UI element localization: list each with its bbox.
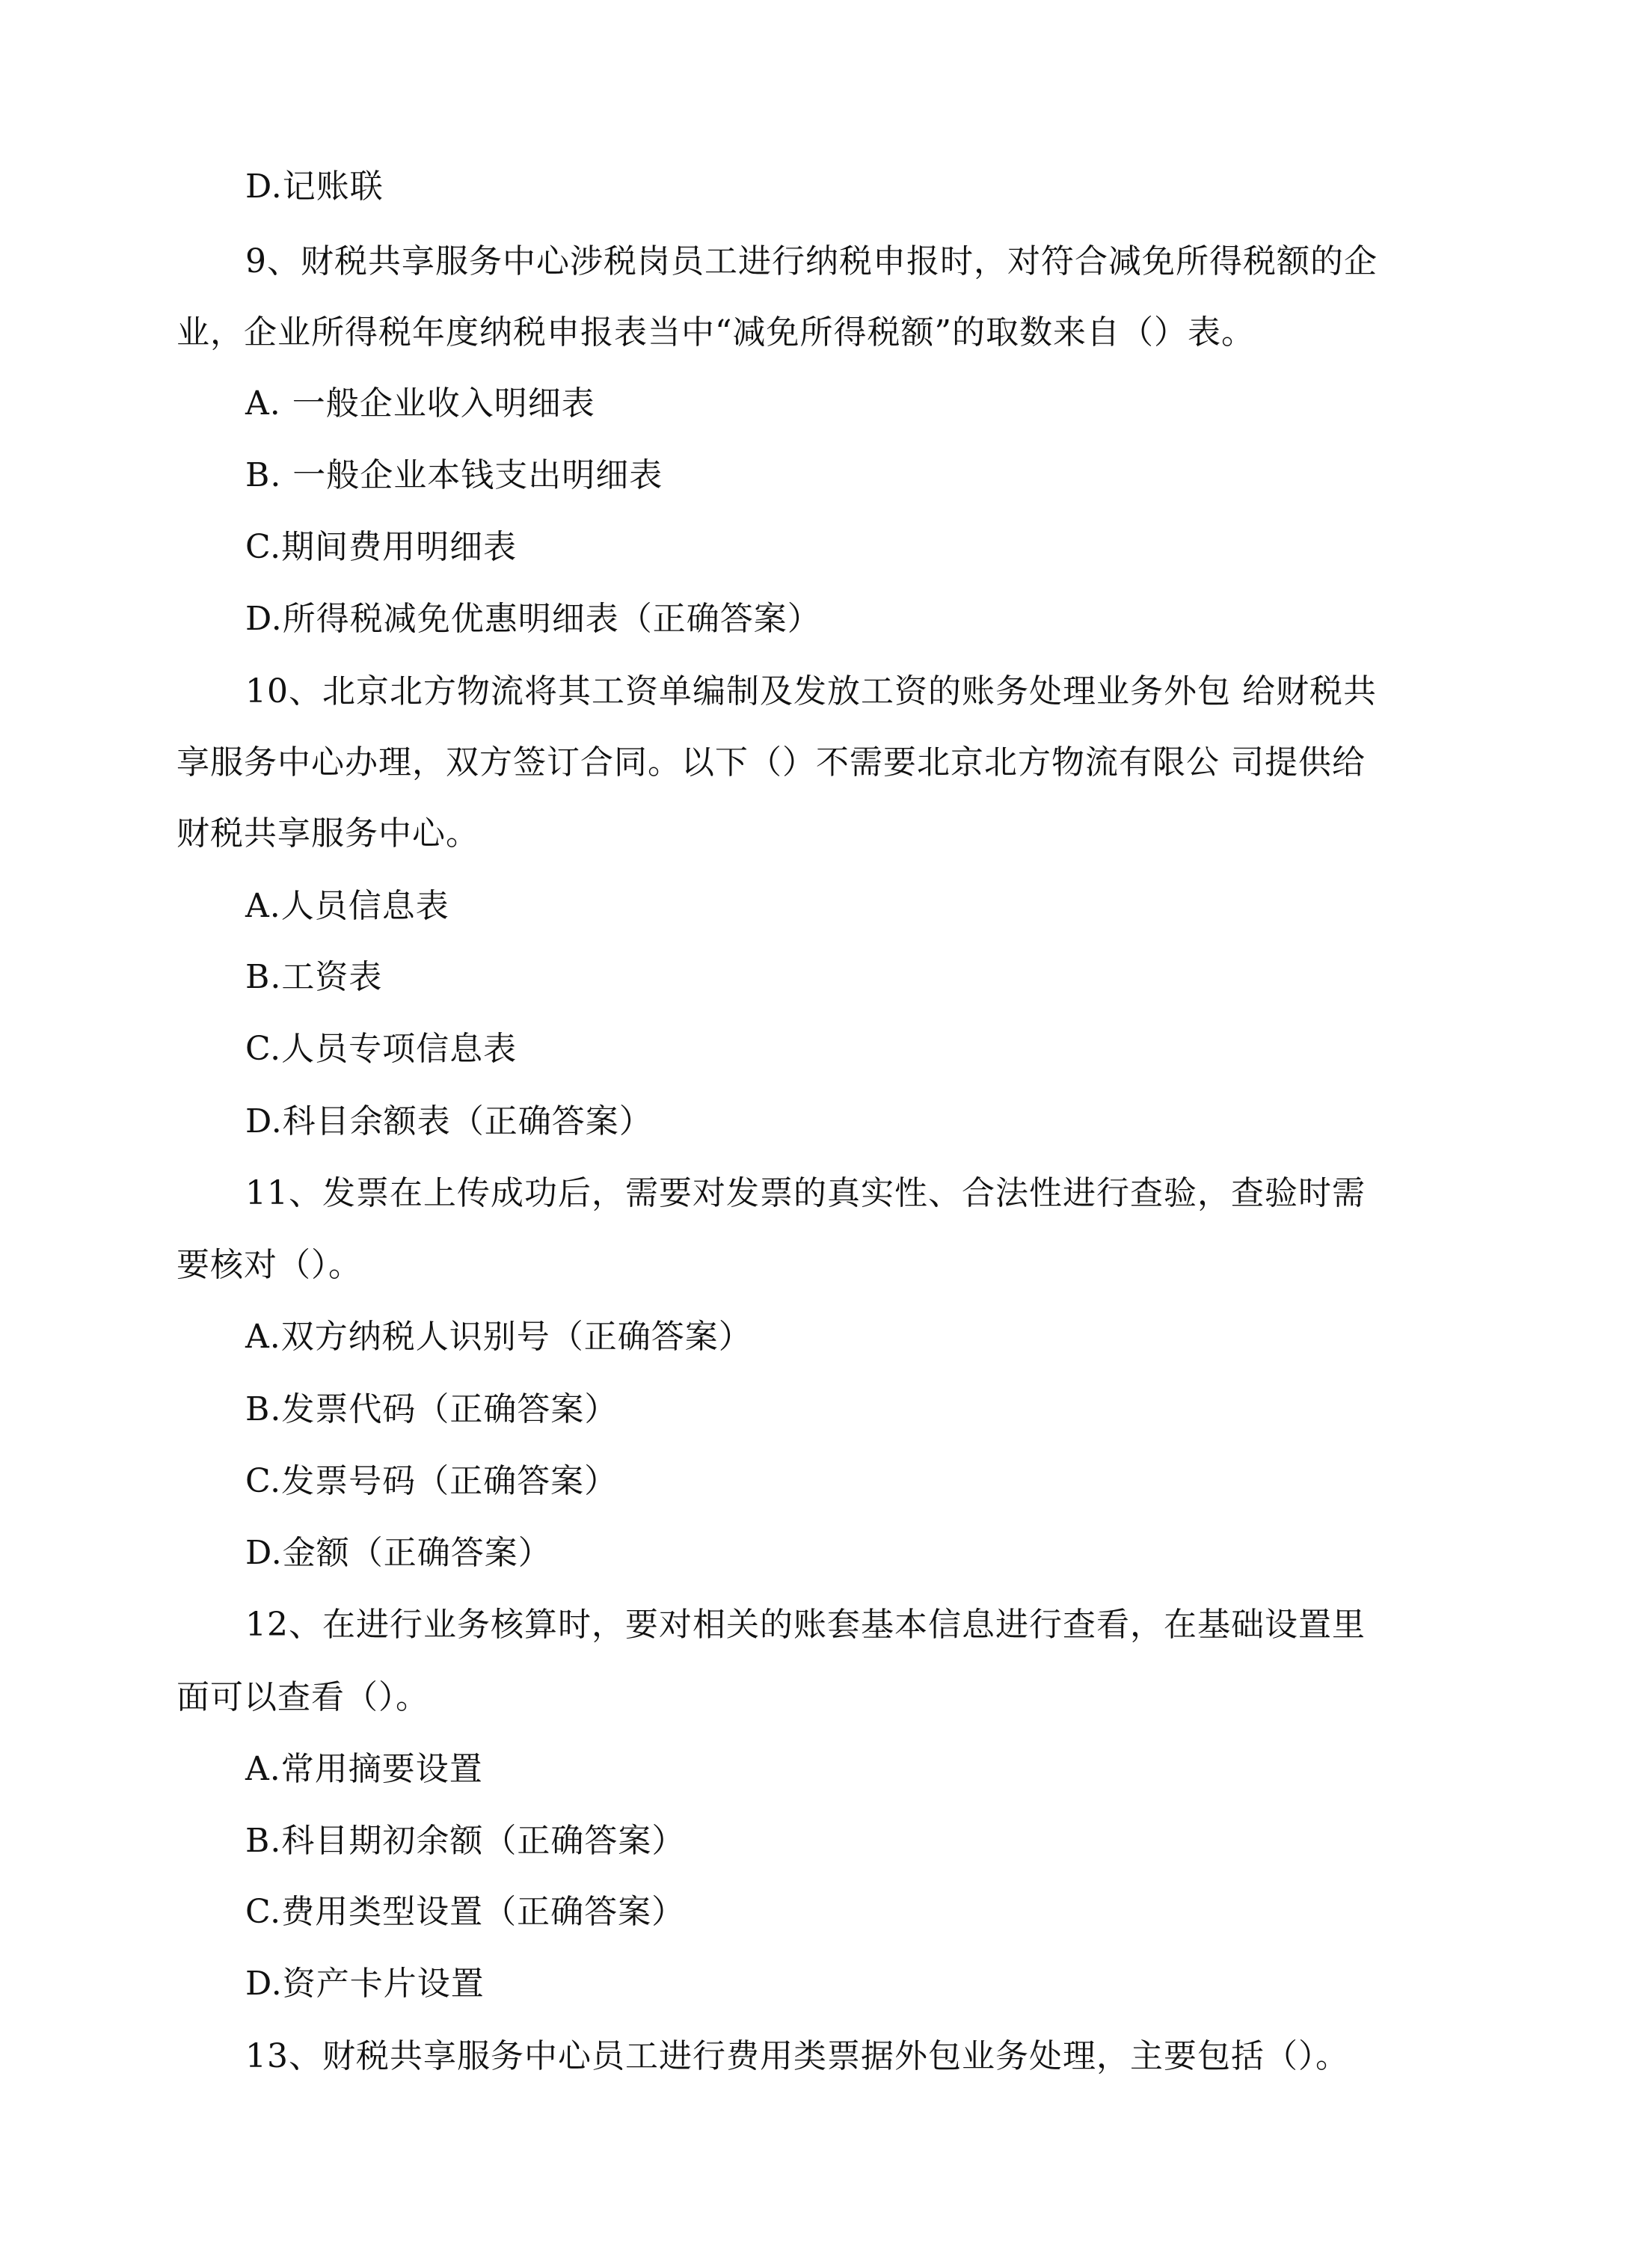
question-10-option-c: C.人员专项信息表 bbox=[245, 1030, 518, 1068]
question-13-stem: 13、财税共享服务中心员工进行费用类票据外包业务处理，主要包括（）。 bbox=[245, 2037, 1349, 2075]
question-10-stem-line-2: 享服务中心办理，双方签订合同。以下（）不需要北京北方物流有限公 司提供给 bbox=[176, 743, 1366, 782]
question-9-option-c: C.期间费用明细表 bbox=[245, 528, 518, 566]
question-11-option-b: B.发票代码（正确答案） bbox=[245, 1390, 618, 1428]
question-11-option-d: D.金额（正确答案） bbox=[245, 1534, 552, 1572]
question-12-option-c: C.费用类型设置（正确答案） bbox=[245, 1893, 686, 1931]
question-9-option-d: D.所得税减免优惠明细表（正确答案） bbox=[245, 600, 821, 638]
question-9-option-a: A. 一般企业收入明细表 bbox=[245, 384, 595, 423]
question-10-option-d: D.科目余额表（正确答案） bbox=[245, 1102, 653, 1140]
question-12-stem-line-2: 面可以查看（）。 bbox=[176, 1678, 429, 1716]
option-line: D.记账联 bbox=[245, 168, 384, 206]
question-10-option-a: A.人员信息表 bbox=[245, 887, 449, 925]
question-12-option-b: B.科目期初余额（正确答案） bbox=[245, 1822, 686, 1860]
question-10-stem-line-1: 10、北京北方物流将其工资单编制及发放工资的账务处理业务外包 给财税共 bbox=[245, 672, 1377, 710]
question-9-stem-line-1: 9、财税共享服务中心涉税岗员工进行纳税申报时，对符合减免所得税额的企 bbox=[245, 242, 1378, 280]
question-12-stem-line-1: 12、在进行业务核算时，要对相关的账套基本信息进行查看，在基础设置里 bbox=[245, 1606, 1366, 1644]
question-9-option-b: B. 一般企业本钱支出明细表 bbox=[245, 456, 663, 494]
question-11-stem-line-1: 11、发票在上传成功后，需要对发票的真实性、合法性进行查验，查验时需 bbox=[245, 1174, 1366, 1212]
question-9-stem-line-2: 业，企业所得税年度纳税申报表当中“减免所得税额”的取数来自（）表。 bbox=[176, 313, 1255, 351]
question-11-option-c: C.发票号码（正确答案） bbox=[245, 1462, 618, 1500]
question-12-option-d: D.资产卡片设置 bbox=[245, 1965, 485, 2003]
question-10-stem-line-3: 财税共享服务中心。 bbox=[176, 814, 479, 853]
question-10-option-b: B.工资表 bbox=[245, 958, 383, 996]
question-11-stem-line-2: 要核对（）。 bbox=[176, 1246, 362, 1284]
question-12-option-a: A.常用摘要设置 bbox=[245, 1750, 483, 1788]
question-11-option-a: A.双方纳税人识别号（正确答案） bbox=[245, 1318, 752, 1356]
